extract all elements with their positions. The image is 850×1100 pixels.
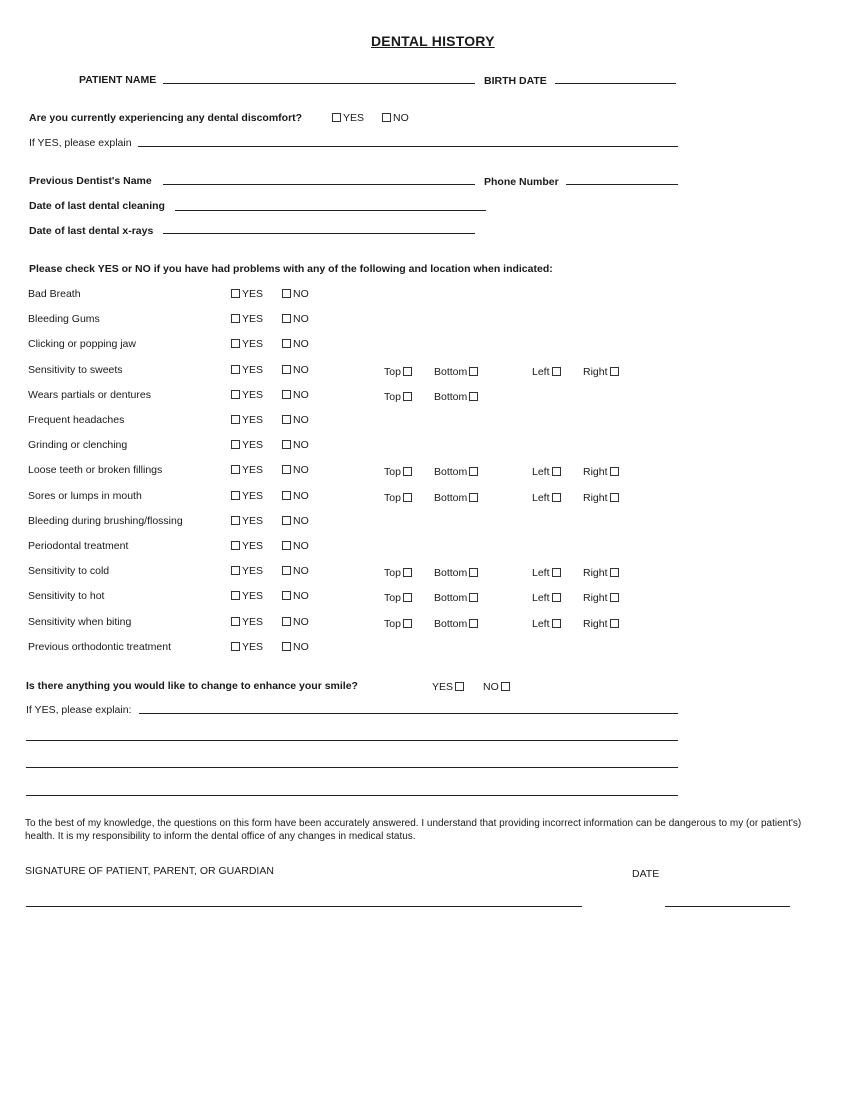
condition-label: Sensitivity to sweets <box>28 364 123 376</box>
yes-label: YES <box>242 641 264 653</box>
yes-label: YES <box>242 439 264 451</box>
location-bottom-label: Bottom <box>434 466 468 478</box>
checkbox[interactable] <box>282 440 291 449</box>
location-top-label: Top <box>384 567 401 579</box>
checkbox[interactable] <box>552 493 561 502</box>
yes-label: YES <box>242 389 264 401</box>
no-label: NO <box>293 540 309 552</box>
checkbox[interactable] <box>231 516 240 525</box>
condition-yes-option[interactable] <box>229 414 263 426</box>
location-top-label: Top <box>384 391 401 403</box>
signature-label: SIGNATURE OF PATIENT, PARENT, OR GUARDIAN <box>25 865 274 877</box>
checkbox[interactable] <box>282 541 291 550</box>
condition-label: Sensitivity to cold <box>28 565 110 577</box>
checkbox[interactable] <box>231 591 240 600</box>
condition-no-option[interactable] <box>280 616 309 628</box>
problems-instruction: Please check YES or NO if you have had problems with any of the following and location when indicated: <box>29 263 553 275</box>
no-label: NO <box>293 515 309 527</box>
no-label: NO <box>293 616 309 628</box>
checkbox[interactable] <box>231 491 240 500</box>
location-top-label: Top <box>384 492 401 504</box>
checkbox[interactable] <box>610 467 619 476</box>
location-right-option[interactable] <box>583 466 621 478</box>
patient-name-label: PATIENT NAME <box>79 74 157 86</box>
location-top-option[interactable] <box>384 466 414 478</box>
condition-yes-option[interactable] <box>229 490 263 502</box>
smile-explain-line[interactable] <box>26 740 678 741</box>
location-right-option[interactable] <box>583 492 621 504</box>
checkbox[interactable] <box>332 113 341 122</box>
checkbox[interactable] <box>610 367 619 376</box>
checkbox[interactable] <box>231 465 240 474</box>
location-bottom-option[interactable] <box>434 567 480 579</box>
checkbox[interactable] <box>282 491 291 500</box>
location-bottom-option[interactable] <box>434 592 480 604</box>
attestation-statement: To the best of my knowledge, the questions on this form have been accurately answered. I understand that providing incorrect information can be dangerous to my (or patient's) health. It is my responsibility to inform the dental office of any changes in medical status. <box>25 818 802 842</box>
location-right-label: Right <box>583 366 608 378</box>
phone-number-label: Phone Number <box>484 176 559 188</box>
no-label: NO <box>293 338 309 350</box>
no-label: NO <box>293 641 309 653</box>
location-left-label: Left <box>532 567 550 579</box>
checkbox[interactable] <box>403 593 412 602</box>
checkbox[interactable] <box>282 314 291 323</box>
checkbox[interactable] <box>282 465 291 474</box>
last-xrays-label: Date of last dental x-rays <box>29 225 154 237</box>
checkbox[interactable] <box>282 566 291 575</box>
location-left-label: Left <box>532 618 550 630</box>
condition-yes-option[interactable] <box>229 288 263 300</box>
checkbox[interactable] <box>403 467 412 476</box>
yes-label: YES <box>242 313 264 325</box>
condition-no-option[interactable] <box>280 464 309 476</box>
smile-explain-label: If YES, please explain: <box>26 704 132 716</box>
last-xrays-field[interactable] <box>163 233 475 234</box>
checkbox[interactable] <box>403 568 412 577</box>
condition-label: Clicking or popping jaw <box>28 338 136 350</box>
location-top-option[interactable] <box>384 618 414 630</box>
no-label: NO <box>293 490 309 502</box>
location-top-label: Top <box>384 592 401 604</box>
condition-label: Sensitivity to hot <box>28 590 105 602</box>
condition-yes-option[interactable] <box>229 464 263 476</box>
no-label: NO <box>293 364 309 376</box>
checkbox[interactable] <box>231 566 240 575</box>
yes-label: YES <box>242 590 264 602</box>
yes-label: YES <box>242 565 264 577</box>
location-bottom-option[interactable] <box>434 391 480 403</box>
location-left-label: Left <box>532 366 550 378</box>
checkbox[interactable] <box>552 568 561 577</box>
checkbox[interactable] <box>403 367 412 376</box>
location-right-label: Right <box>583 592 608 604</box>
checkbox[interactable] <box>282 591 291 600</box>
checkbox[interactable] <box>403 392 412 401</box>
condition-yes-option[interactable] <box>229 515 263 527</box>
yes-label: YES <box>432 681 454 693</box>
checkbox[interactable] <box>469 593 478 602</box>
yes-label: YES <box>242 364 264 376</box>
location-right-label: Right <box>583 618 608 630</box>
no-label: NO <box>293 590 309 602</box>
smile-question: Is there anything you would like to change to enhance your smile? <box>26 680 358 692</box>
checkbox[interactable] <box>231 314 240 323</box>
location-bottom-option[interactable] <box>434 492 480 504</box>
location-top-option[interactable] <box>384 492 414 504</box>
checkbox[interactable] <box>231 440 240 449</box>
yes-label: YES <box>242 616 264 628</box>
condition-yes-option[interactable] <box>229 540 263 552</box>
discomfort-no-option[interactable] <box>380 112 409 124</box>
no-label: NO <box>293 313 309 325</box>
condition-no-option[interactable] <box>280 439 309 451</box>
condition-label: Periodontal treatment <box>28 540 129 552</box>
condition-label: Sensitivity when biting <box>28 616 132 628</box>
checkbox[interactable] <box>282 415 291 424</box>
condition-no-option[interactable] <box>280 364 309 376</box>
condition-yes-option[interactable] <box>229 389 263 401</box>
yes-label: YES <box>242 414 264 426</box>
location-top-label: Top <box>384 618 401 630</box>
checkbox[interactable] <box>469 467 478 476</box>
location-left-option[interactable] <box>532 492 563 504</box>
smile-yes-option[interactable] <box>432 681 466 693</box>
checkbox[interactable] <box>282 365 291 374</box>
discomfort-explain-field[interactable] <box>138 146 678 147</box>
location-bottom-label: Bottom <box>434 492 468 504</box>
location-bottom-label: Bottom <box>434 592 468 604</box>
checkbox[interactable] <box>231 365 240 374</box>
checkbox[interactable] <box>610 493 619 502</box>
location-bottom-option[interactable] <box>434 466 480 478</box>
location-top-label: Top <box>384 366 401 378</box>
condition-no-option[interactable] <box>280 414 309 426</box>
checkbox[interactable] <box>282 390 291 399</box>
checkbox[interactable] <box>231 289 240 298</box>
birth-date-field[interactable] <box>555 83 676 84</box>
location-left-option[interactable] <box>532 592 563 604</box>
condition-label: Sores or lumps in mouth <box>28 490 142 502</box>
smile-explain-line[interactable] <box>26 767 678 768</box>
no-label: NO <box>293 389 309 401</box>
location-top-option[interactable] <box>384 592 414 604</box>
condition-no-option[interactable] <box>280 641 309 653</box>
checkbox[interactable] <box>282 516 291 525</box>
condition-no-option[interactable] <box>280 490 309 502</box>
no-label: NO <box>293 414 309 426</box>
location-bottom-label: Bottom <box>434 618 468 630</box>
location-right-option[interactable] <box>583 618 621 630</box>
smile-explain-field[interactable] <box>139 713 678 714</box>
condition-label: Grinding or clenching <box>28 439 128 451</box>
checkbox[interactable] <box>610 619 619 628</box>
no-label: NO <box>483 681 499 693</box>
page-title: DENTAL HISTORY <box>371 33 495 49</box>
location-left-label: Left <box>532 592 550 604</box>
checkbox[interactable] <box>469 493 478 502</box>
checkbox[interactable] <box>231 390 240 399</box>
no-label: NO <box>293 464 309 476</box>
condition-no-option[interactable] <box>280 565 309 577</box>
location-left-option[interactable] <box>532 366 563 378</box>
smile-explain-line[interactable] <box>26 795 678 796</box>
checkbox[interactable] <box>610 593 619 602</box>
last-cleaning-label: Date of last dental cleaning <box>29 200 165 212</box>
checkbox[interactable] <box>231 541 240 550</box>
location-bottom-label: Bottom <box>434 567 468 579</box>
checkbox[interactable] <box>382 113 391 122</box>
previous-dentist-label: Previous Dentist's Name <box>29 175 152 187</box>
checkbox[interactable] <box>501 682 510 691</box>
patient-name-field[interactable] <box>163 83 475 84</box>
location-right-label: Right <box>583 567 608 579</box>
checkbox[interactable] <box>231 617 240 626</box>
condition-no-option[interactable] <box>280 338 309 350</box>
yes-label: YES <box>242 464 264 476</box>
checkbox[interactable] <box>282 339 291 348</box>
checkbox[interactable] <box>231 642 240 651</box>
condition-label: Loose teeth or broken fillings <box>28 464 163 476</box>
phone-number-field[interactable] <box>566 184 678 185</box>
discomfort-explain-label: If YES, please explain <box>29 137 132 149</box>
checkbox[interactable] <box>469 619 478 628</box>
signature-date-field[interactable] <box>665 906 790 907</box>
location-top-option[interactable] <box>384 391 414 403</box>
yes-label: YES <box>242 288 264 300</box>
condition-no-option[interactable] <box>280 389 309 401</box>
yes-label: YES <box>343 112 365 124</box>
checkbox[interactable] <box>231 415 240 424</box>
yes-label: YES <box>242 490 264 502</box>
checkbox[interactable] <box>282 642 291 651</box>
condition-label: Bleeding during brushing/flossing <box>28 515 183 527</box>
condition-no-option[interactable] <box>280 288 309 300</box>
last-cleaning-field[interactable] <box>175 210 486 211</box>
smile-no-option[interactable] <box>483 681 512 693</box>
location-top-option[interactable] <box>384 567 414 579</box>
location-left-label: Left <box>532 466 550 478</box>
location-bottom-label: Bottom <box>434 391 468 403</box>
location-bottom-option[interactable] <box>434 618 480 630</box>
yes-label: YES <box>242 540 264 552</box>
condition-yes-option[interactable] <box>229 565 263 577</box>
date-label: DATE <box>632 868 660 880</box>
condition-yes-option[interactable] <box>229 616 263 628</box>
discomfort-yes-option[interactable] <box>330 112 364 124</box>
checkbox[interactable] <box>282 617 291 626</box>
condition-yes-option[interactable] <box>229 641 263 653</box>
condition-label: Wears partials or dentures <box>28 389 151 401</box>
checkbox[interactable] <box>610 568 619 577</box>
condition-yes-option[interactable] <box>229 364 263 376</box>
checkbox[interactable] <box>552 467 561 476</box>
location-left-option[interactable] <box>532 466 563 478</box>
checkbox[interactable] <box>403 619 412 628</box>
condition-no-option[interactable] <box>280 515 309 527</box>
condition-label: Bad Breath <box>28 288 81 300</box>
condition-yes-option[interactable] <box>229 313 263 325</box>
location-top-label: Top <box>384 466 401 478</box>
location-left-option[interactable] <box>532 567 563 579</box>
checkbox[interactable] <box>231 339 240 348</box>
condition-no-option[interactable] <box>280 590 309 602</box>
birth-date-label: BIRTH DATE <box>484 75 547 87</box>
yes-label: YES <box>242 338 264 350</box>
condition-no-option[interactable] <box>280 313 309 325</box>
checkbox[interactable] <box>469 392 478 401</box>
location-left-label: Left <box>532 492 550 504</box>
location-right-option[interactable] <box>583 366 621 378</box>
checkbox[interactable] <box>552 619 561 628</box>
checkbox[interactable] <box>552 367 561 376</box>
previous-dentist-field[interactable] <box>163 184 475 185</box>
no-label: NO <box>293 565 309 577</box>
checkbox[interactable] <box>469 568 478 577</box>
location-right-option[interactable] <box>583 592 621 604</box>
location-right-option[interactable] <box>583 567 621 579</box>
location-bottom-label: Bottom <box>434 366 468 378</box>
checkbox[interactable] <box>469 367 478 376</box>
location-left-option[interactable] <box>532 618 563 630</box>
signature-field[interactable] <box>26 906 582 907</box>
condition-yes-option[interactable] <box>229 338 263 350</box>
checkbox[interactable] <box>282 289 291 298</box>
condition-yes-option[interactable] <box>229 590 263 602</box>
location-right-label: Right <box>583 492 608 504</box>
discomfort-question: Are you currently experiencing any dental discomfort? <box>29 112 303 124</box>
location-right-label: Right <box>583 466 608 478</box>
no-label: NO <box>393 112 409 124</box>
location-bottom-option[interactable] <box>434 366 480 378</box>
condition-label: Bleeding Gums <box>28 313 100 325</box>
condition-no-option[interactable] <box>280 540 309 552</box>
checkbox[interactable] <box>552 593 561 602</box>
no-label: NO <box>293 288 309 300</box>
checkbox[interactable] <box>455 682 464 691</box>
condition-label: Frequent headaches <box>28 414 125 426</box>
location-top-option[interactable] <box>384 366 414 378</box>
condition-label: Previous orthodontic treatment <box>28 641 171 653</box>
checkbox[interactable] <box>403 493 412 502</box>
yes-label: YES <box>242 515 264 527</box>
condition-yes-option[interactable] <box>229 439 263 451</box>
no-label: NO <box>293 439 309 451</box>
